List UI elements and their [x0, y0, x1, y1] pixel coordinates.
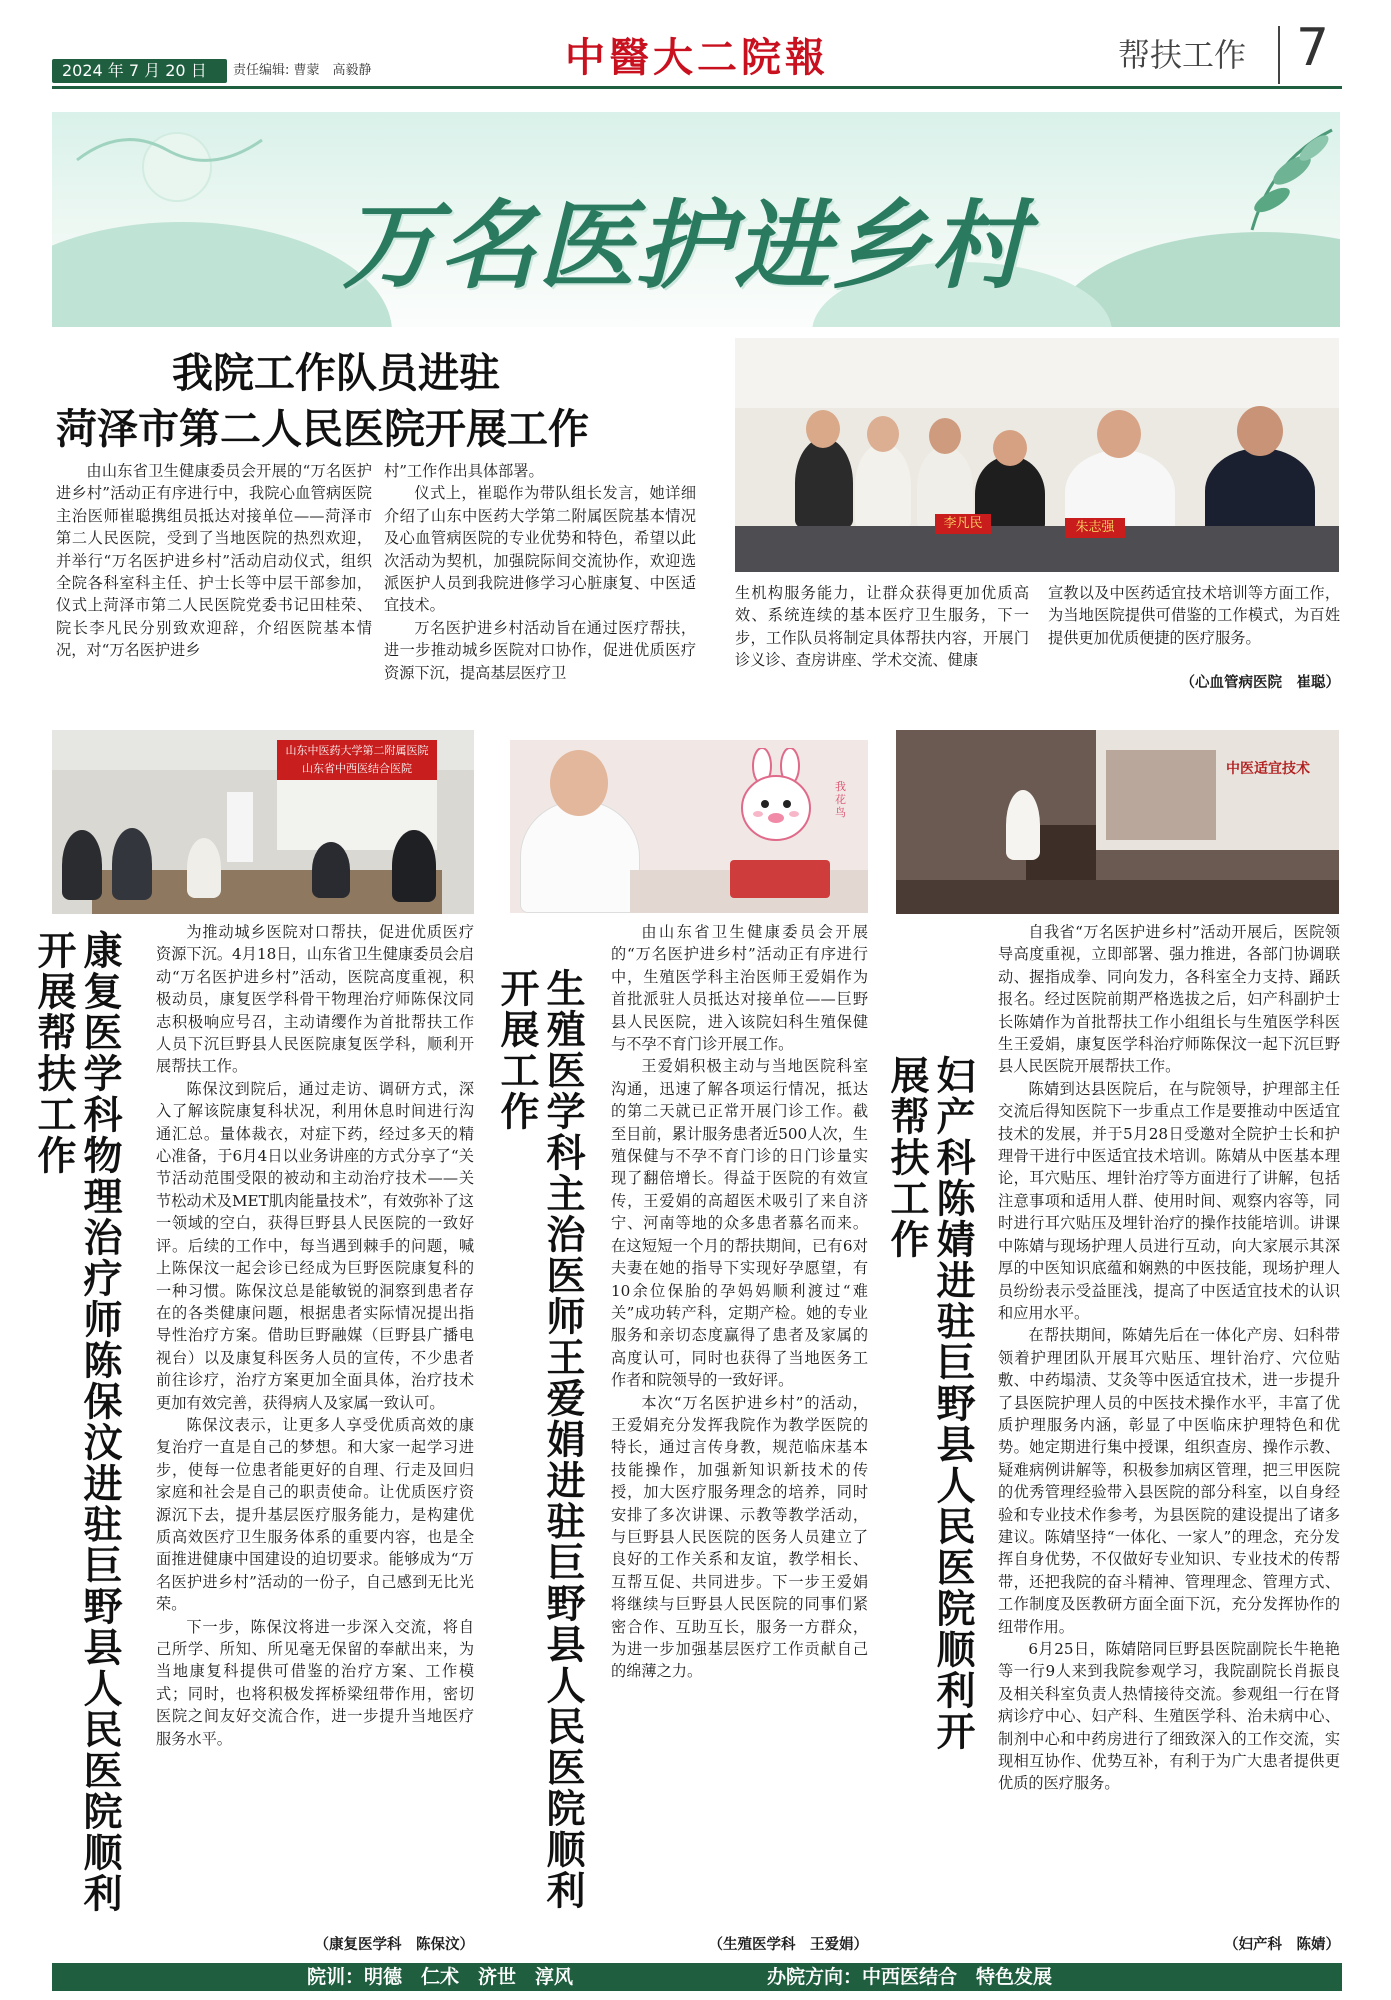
photo-attendee-1	[795, 438, 853, 528]
responsible-editors: 责任编辑: 曹蒙 高毅静	[233, 63, 372, 78]
obgyn-byline: （妇产科 陈婧）	[1224, 1937, 1340, 1953]
repro-article-title: 生殖医学科主治医师王爱娟进驻巨野县人民医院顺利开展工作	[494, 968, 585, 1911]
screen-title: 中医适宜技术	[1226, 761, 1310, 777]
lead-paragraph-4: 万名医护进乡村活动旨在通过医疗帮扶，进一步推动城乡医院对口协作，促进优质医疗资源下沉，提高基层医疗卫	[384, 618, 696, 682]
photo-nameplate-1: 李凡民	[935, 514, 991, 534]
obgyn-article-body	[998, 921, 1340, 1795]
obgyn-paragraph-3: 在帮扶期间，陈婧先后在一体化产房、妇科带领着护理团队开展耳穴贴压、埋针治疗、穴位贴敷、中药塌渍、艾灸等中医适宜技术，进一步提升了县医院护理人员的中医技术操作水平，丰富了优质护理服务内涵，彰显了中医临床护理特色和优势。她定期进行集中授课，组织查房、操作示教、疑难病例讲解等，积极参加病区管理，把三甲医院的优秀管理经验带入县医院的部分科室，以自身经验和专业技术作参考，为县医院的建设提出了诸多建议。陈婧坚持“一体化、一家人”的理念，充分发挥自身优势，不仅做好专业知识、专业技术的传帮带，还把我院的奋斗精神、管理理念、管理方式、工作制度及医教研方面全面下沉，充分发挥协作的纽带作用。	[998, 1326, 1340, 1636]
rehab-article-title: 康复医学科物理治疗师陈保汶进驻巨野县人民医院顺利开展帮扶工作	[31, 930, 122, 1914]
lead-paragraph-5: 生机构服务能力，让群众获得更加优质高效、系统连续的基本医疗卫生服务，下一步，工作队员将制定具体帮扶内容，开展门诊义诊、查房讲座、学术交流、健康	[735, 584, 1029, 670]
repro-paragraph-1: 由山东省卫生健康委员会开展的“万名医护进乡村”活动正有序进行中，生殖医学科主治医师王爱娟作为首批派驻人员抵达对接单位——巨野县人民医院，进入该院妇科生殖保健与不孕不育门诊开展工作。	[611, 923, 868, 1054]
issue-date: 2024 年 7 月 20 日	[52, 59, 227, 83]
rehab-photo-meeting-room	[52, 730, 474, 914]
repro-paragraph-3: 本次“万名医护进乡村”的活动，王爱娟充分发挥我院作为教学医院的特长，通过言传身教，规范临床基本技能操作，加强新知识新技术的传授，加大医疗服务理念的培养，同时安排了多次讲课、示教等教学活动，与巨野县人民医院的医务人员建立了良好的工作关系和友谊，教学相长、互帮互促、共同进步。下一步王爱娟将继续与巨野县人民医院的同事们紧密合作、互助互长，服务一方群众，为进一步加强基层医疗工作贡献自己的绵薄之力。	[611, 1393, 868, 1681]
campaign-banner	[52, 112, 1340, 327]
lead-article-col4	[1048, 582, 1340, 649]
header-divider	[1278, 26, 1280, 84]
obgyn-paragraph-4: 6月25日，陈婧陪同巨野县医院副院长牛艳艳等一行9人来到我院参观学习，我院副院长肖振良及相关科室负责人热情接待交流。参观组一行在肾病诊疗中心、妇产科、生殖医学科、治未病中心、制剂中心和中药房进行了细致深入的工作交流，实现相互协作、优势互补，有利于为广大患者提供更优质的医疗服务。	[998, 1640, 1340, 1793]
rehab-attendee-1	[62, 830, 102, 900]
lead-paragraph-3: 仪式上，崔聪作为带队组长发言，她详细介绍了山东中医药大学第二附属医院基本情况及心血管病医院的专业优势和特色，希望以此次活动为契机，加强院际间交流协作，欢迎选派医护人员到我院进修学习心脏康复、中医适宜技术。	[384, 484, 696, 615]
photo-air-conditioner	[227, 792, 253, 862]
lead-paragraph-6: 宣教以及中医药适宜技术培训等方面工作，为当地医院提供可借鉴的工作模式，为百姓提供更加优质便捷的医疗服务。	[1048, 584, 1340, 647]
lead-photo-meeting	[735, 338, 1339, 572]
doctor-figure	[520, 800, 640, 913]
photo-table	[735, 526, 1339, 572]
lead-byline: （心血管病医院 崔聪）	[1180, 675, 1340, 691]
rehab-paragraph-3: 陈保汶表示，让更多人享受优质高效的康复治疗一直是自己的梦想。和大家一起学习进步，使每一位患者能更好的自理、行走及回归家庭和社会是自己的职责使命。让优质医疗资源沉下去，提升基层医疗服务能力，是构建优质高效医疗卫生服务体系的重要内容，也是全面推进健康中国建设的迫切要求。能够成为“万名医护进乡村”活动的一份子，自己感到无比光荣。	[156, 1415, 474, 1614]
lead-paragraph-1: 由山东省卫生健康委员会开展的“万名医护进乡村”活动正有序进行中，我院心血管病医院主治医师崔聪携组员抵达对接单位——菏泽市第二人民医院，受到了当地医院的热烈欢迎，并举行“万名医护进乡村”活动启动仪式，组织全院各科室科主任、护士长等中层干部参加，仪式上菏泽市第二人民医院党委书记田桂荣、院长李凡民分别致欢迎辞，介绍医院基本情况，对“万名医护进乡	[56, 462, 372, 660]
photo-head-3	[929, 418, 961, 454]
banner-hill-left	[52, 222, 392, 327]
repro-paragraph-2: 王爱娟积极主动与当地医院科室沟通，迅速了解各项运行情况，抵达的第二天就已正常开展门诊工作。截至目前，累计服务患者近500人次，生殖保健与不孕不育门诊的日门诊量实现了翻倍增长。得益于医院的有效宣传，王爱娟的高超医术吸引了来自济宁、河南等地的众多患者慕名而来。在这短短一个月的帮扶期间，已有6对夫妻在她的指导下实现好孕愿望，有10余位保胎的孕妈妈顺利渡过“难关”成功转产科，定期产检。她的专业服务和亲切态度赢得了患者及家属的高度认可，同时也获得了当地医务工作者和院领导的一致好评。	[611, 1057, 868, 1390]
lead-article-col3	[735, 582, 1029, 672]
rehab-article-body	[156, 921, 474, 1750]
photo-head-2	[867, 416, 899, 452]
footer-bar	[52, 1963, 1342, 1991]
obgyn-article-title: 妇产科陈婧进驻巨野县人民医院顺利开展帮扶工作	[884, 1055, 975, 1752]
lead-headline-line1: 我院工作队员进驻	[172, 349, 500, 397]
rehab-paragraph-1: 为推动城乡医院对口帮扶，促进优质医疗资源下沉。4月18日，山东省卫生健康委员会启动“万名医护进乡村”活动，医院高度重视，积极动员，康复医学科骨干物理治疗师陈保汶同志积极响应号召，主动请缨作为首批帮扶工作人员下沉巨野县人民医院康复医学科，顺利开展帮扶工作。	[156, 923, 474, 1076]
stage-floor	[896, 880, 1339, 914]
obgyn-paragraph-1: 自我省“万名医护进乡村”活动开展后，医院领导高度重视，立即部署、强力推进，各部门协调联动、握指成拳、同向发力，各科室全力支持、踊跃报名。经过医院前期严格选拔之后，妇产科副护士长陈婧作为首批帮扶工作小组组长与生殖医学科医生王爱娟，康复医学科治疗师陈保汶一起下沉巨野县人民医院开展帮扶工作。	[998, 923, 1340, 1076]
sticker-rabbit	[732, 748, 822, 848]
lead-article-col2	[384, 460, 696, 684]
banner-title: 万名医护进乡村	[342, 189, 1028, 302]
rehab-byline: （康复医学科 陈保汶）	[314, 1937, 474, 1953]
photo-attendee-6	[1205, 448, 1315, 534]
swirl-decoration-icon	[72, 120, 272, 180]
projection-screen	[1096, 730, 1339, 850]
photo-nameplate-2: 朱志强	[1065, 518, 1125, 538]
section-title: 帮扶工作	[1118, 36, 1247, 74]
leaf-decoration-icon	[1232, 120, 1340, 240]
footer-direction: 办院方向：中西医结合 特色发展	[767, 1966, 1053, 1988]
screen-banner-line1: 山东中医药大学第二附属医院	[285, 744, 429, 757]
mouse-pad	[730, 860, 830, 898]
rehab-paragraph-2: 陈保汶到院后，通过走访、调研方式，深入了解该院康复科状况，利用休息时间进行沟通汇总。量体裁衣，对症下药，经过多天的精心准备，于6月4日以业务讲座的方式分享了“关节活动范围受限的被动和主动治疗技术——关节松动术及MET肌肉能量技术”，有效弥补了这一领域的空白，获得巨野县人民医院的一致好评。后续的工作中，每当遇到棘手的问题，喊上陈保汶一起会诊已经成为巨野医院康复科的一种习惯。陈保汶总是能敏锐的洞察到患者存在的各类健康问题，根据患者实际情况提出指导性治疗方案。借助巨野融媒（巨野县广播电视台）以及康复科医务人员的宣传，不少患者前往诊疗，治疗方案更加全面具体，治疗技术更加有效完善，获得病人及家属一致认可。	[156, 1079, 474, 1412]
photo-head-1	[806, 410, 840, 448]
rabbit-sticker-icon	[732, 748, 822, 848]
screen-building-image	[1106, 750, 1216, 840]
rehab-attendee-2	[112, 828, 152, 900]
photo-attendee-2	[855, 443, 911, 529]
rehab-paragraph-4: 下一步，陈保汶将进一步深入交流，将自己所学、所知、所见毫无保留的奉献出来，为当地康复科提供可借鉴的治疗方案、工作模式；同时，也将积极发挥桥梁纽带作用，密切医院之间友好交流合作，进一步提升当地医疗服务水平。	[156, 1617, 474, 1748]
obgyn-paragraph-2: 陈婧到达县医院后，在与院领导，护理部主任交流后得知医院下一步重点工作是要推动中医适宜技术的发展，并于5月28日受邀对全院护士长和护理骨干进行中医适宜技术培训。陈婧从中医基本理论，耳穴贴压、埋针治疗等方面进行了讲解，包括注意事项和适用人群、使用时间、观察内容等，同时进行耳穴贴压及埋针治疗的操作技能培训。讲课中陈婧与现场护理人员进行互动，向大家展示其深厚的中医知识底蕴和娴熟的中医技能，现场护理人员纷纷表示受益匪浅，提高了中医适宜技术的认识和应用水平。	[998, 1079, 1340, 1322]
rehab-attendee-5	[392, 830, 436, 902]
lead-article-col1	[56, 460, 372, 662]
photo-window	[735, 338, 1339, 408]
doctor-head	[550, 750, 608, 816]
obgyn-photo-lecture	[896, 730, 1339, 914]
newspaper-masthead: 中醫大二院報	[565, 34, 829, 81]
sticker-caption: 我花鸟	[835, 780, 846, 819]
photo-head-4	[993, 430, 1027, 466]
page-number: 7	[1296, 18, 1330, 78]
repro-article-body	[611, 921, 868, 1683]
repro-photo-clinic	[510, 740, 868, 913]
footer-motto: 院训：明德 仁术 济世 淳风	[307, 1966, 574, 1988]
photo-screen-banner	[277, 740, 437, 780]
lead-paragraph-2: 村”工作作出具体部署。	[384, 462, 544, 480]
repro-byline: （生殖医学科 王爱娟）	[708, 1937, 868, 1953]
rehab-attendee-3	[187, 838, 221, 898]
screen-banner-line2: 山东省中西医结合医院	[302, 762, 412, 775]
photo-head-6	[1237, 406, 1283, 456]
header-rule	[52, 86, 1342, 89]
lead-headline-line2: 菏泽市第二人民医院开展工作	[56, 405, 589, 453]
photo-head-5	[1097, 410, 1141, 458]
rehab-attendee-4	[312, 842, 350, 898]
lecturer-figure	[1006, 790, 1040, 860]
